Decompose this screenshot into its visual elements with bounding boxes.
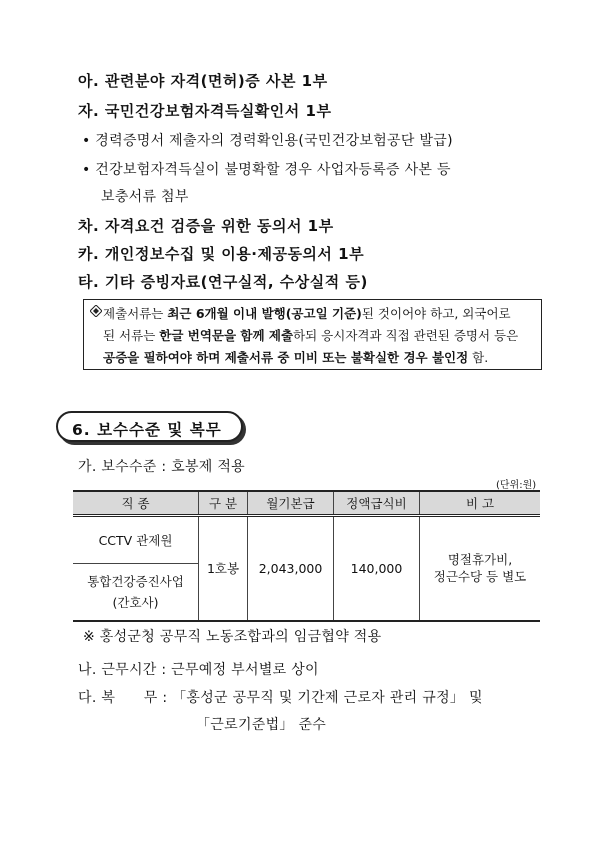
- item-ja: 자. 국민건강보험자격득실확인서 1부: [78, 102, 332, 120]
- duty-line-2: 「근로기준법」 준수: [196, 717, 327, 733]
- notice-line-3: 공증을 필하여야 하며 제출서류 중 미비 또는 불확실한 경우 불인정 함.: [103, 350, 489, 365]
- work-hours-line: 나. 근무시간 : 근무예정 부서별로 상이: [78, 662, 319, 678]
- pay-table: [73, 490, 540, 622]
- meal-allowance-cell: 140,000: [334, 515, 420, 621]
- job-cctv: CCTV 관제원: [73, 515, 199, 563]
- pay-table-header-row: [73, 491, 540, 515]
- remarks-cell: 명절휴가비, 정근수당 등 별도: [420, 515, 541, 621]
- bullet-supplementary-docs: 보충서류 첨부: [101, 189, 189, 205]
- unit-label: (단위:원): [496, 480, 537, 491]
- table-row: [73, 515, 540, 563]
- item-ka: 카. 개인정보수집 및 이용·제공동의서 1부: [78, 245, 365, 263]
- section-heading-pay-duty: [56, 411, 243, 442]
- header-job: 직 종: [73, 491, 199, 515]
- header-remarks: 비 고: [420, 491, 541, 515]
- submission-notice-box: [83, 299, 542, 370]
- notice-line-1: 제출서류는 최근 6개월 이내 발행(공고일 기준)된 것이어야 하고, 외국어로: [103, 306, 511, 321]
- header-grade: 구 분: [199, 491, 248, 515]
- bullet-career-certificate: • 경력증명서 제출자의 경력확인용(국민건강보험공단 발급): [82, 133, 453, 149]
- diamond-bullet-icon: [90, 305, 102, 320]
- notice-line-2: 된 서류는 한글 번역문을 함께 제출하되 응시자격과 직접 관련된 증명서 등은: [103, 328, 519, 343]
- item-a: 아. 관련분야 자격(면허)증 사본 1부: [78, 72, 328, 90]
- wage-agreement-note: ※ 홍성군청 공무직 노동조합과의 임금협약 적용: [83, 629, 382, 645]
- grade-cell: 1호봉: [199, 515, 248, 621]
- item-ta: 타. 기타 증빙자료(연구실적, 수상실적 등): [78, 273, 368, 291]
- header-base-pay: 월기본급: [248, 491, 334, 515]
- bullet-business-registration: • 건강보험자격득실이 불명확할 경우 사업자등록증 사본 등: [82, 162, 451, 178]
- header-meal-allowance: 정액급식비: [334, 491, 420, 515]
- duty-line-1: 다. 복 무 : 「홍성군 공무직 및 기간제 근로자 관리 규정」 및: [78, 690, 483, 706]
- item-cha: 차. 자격요건 검증을 위한 동의서 1부: [78, 217, 334, 235]
- base-pay-cell: 2,043,000: [248, 515, 334, 621]
- section-heading-text: 6. 보수수준 및 복무: [72, 421, 222, 439]
- job-health-promotion: 통합건강증진사업 (간호사): [73, 563, 199, 621]
- pay-level-line: 가. 보수수준 : 호봉제 적용: [78, 459, 246, 475]
